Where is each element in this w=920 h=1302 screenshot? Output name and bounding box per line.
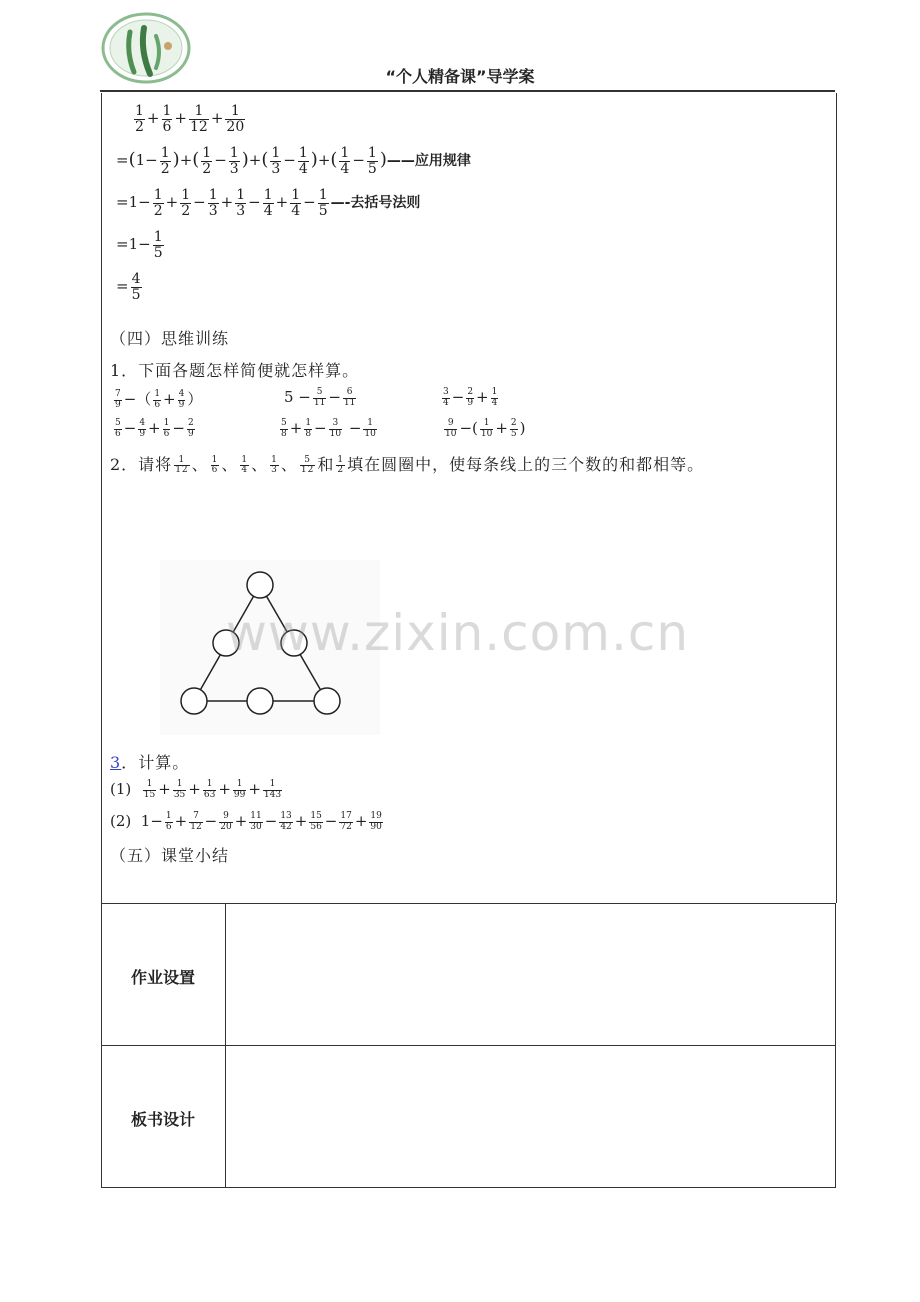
derivation-line-3: =1− $\frac{1}{2}$ + $\frac{1}{2}$ − $\frac{1}{3}$ + $\frac{1}{3}$ − $\frac{1}{4}$ + $\frac{1}{4}$ − $\frac{1}{5}$ —-去括号法则 xyxy=(116,187,421,219)
derivation-line-2: =(1− $\frac{1}{2}$ )+( $\frac{1}{2}$ − $\frac{1}{3}$ )+( $\frac{1}{3}$ − $\frac{1}{4}$ )+( $\frac{1}{4}$ − $\frac{1}{5}$ )——应用规律 xyxy=(116,145,471,177)
q3-label: ．计算。 xyxy=(121,753,190,772)
q3-number-link[interactable]: 3 xyxy=(110,753,122,772)
page-title: “个人精备课”导学案 xyxy=(385,67,535,86)
homework-content[interactable] xyxy=(226,904,834,1045)
question-3-line xyxy=(110,750,189,773)
q1-expr-1: $\frac{7}{9}$ −（ $\frac{1}{6}$ + $\frac{4}{9}$ ） xyxy=(115,389,203,410)
q3-part-1: (1) $\frac{1}{15}$ + $\frac{1}{35}$ + $\frac{1}{63}$ + $\frac{1}{99}$ + $\frac{1}{143}$ xyxy=(110,779,282,800)
note-apply-rule: ——应用规律 xyxy=(386,153,471,170)
q1-expr-6: $\frac{9}{10}$ −( $\frac{1}{10}$ + $\frac{2}{5}$ ) xyxy=(445,418,526,439)
derivation-line-4: =1− $\frac{1}{5}$ xyxy=(116,229,163,261)
circle-top xyxy=(247,572,273,598)
header-rule xyxy=(100,90,835,92)
derivation-line-1: $\frac{1}{2}$ + $\frac{1}{6}$ + $\frac{1}{12}$ + $\frac{1}{20}$ xyxy=(135,103,245,135)
q1-expr-3: $\frac{3}{4}$ − $\frac{2}{9}$ + $\frac{1}{4}$ xyxy=(443,387,498,408)
q2-suffix: 填在圆圈中，使每条线上的三个数的和都相等。 xyxy=(347,455,705,474)
derivation-line-5: = $\frac{4}{5}$ xyxy=(116,271,141,303)
section-4-title: （四）思维训练 xyxy=(110,329,230,348)
q1-expr-5: $\frac{5}{8}$ + $\frac{1}{8}$ − $\frac{3}{10}$ − $\frac{1}{10}$ xyxy=(281,418,376,439)
board-design-label: 板书设计 xyxy=(130,1110,195,1129)
q1-expr-4: $\frac{5}{6}$ − $\frac{4}{9}$ + $\frac{1}{6}$ − $\frac{2}{9}$ xyxy=(115,418,194,439)
note-bracket-rule: —-去括号法则 xyxy=(330,195,421,212)
circle-bottom-right xyxy=(314,688,340,714)
q3-part-2-label: (2) xyxy=(110,812,132,830)
q3-part-1-label: (1) xyxy=(110,780,132,798)
q3-part-2: (2) 1− $\frac{1}{6}$ + $\frac{7}{12}$ − $\frac{9}{20}$ + $\frac{11}{30}$ − $\frac{13}{42}$ + $\frac{15}{56}$ − $\frac{17}{72}$ + $\frac{19}{90}$ xyxy=(110,811,382,832)
section-5-title: （五）课堂小结 xyxy=(110,846,230,865)
circle-bottom-mid xyxy=(247,688,273,714)
q2-prefix: 2．请将 xyxy=(110,455,173,474)
board-design-content[interactable] xyxy=(226,1046,834,1186)
question-1-label: 1．下面各题怎样简便就怎样算。 xyxy=(110,361,360,380)
watermark: www.zixin.com.cn xyxy=(226,604,690,662)
question-2-line: 2．请将 $\frac{1}{12}$ 、 $\frac{1}{6}$ 、 $\frac{1}{4}$ 、 $\frac{1}{3}$ 、 $\frac{5}{12}$ 和 $\frac{1}{2}$ 填在圆圈中，使每条线上的三个数的和都相等。 xyxy=(110,454,705,475)
q1-expr-2: 5 − $\frac{5}{11}$ − $\frac{6}{11}$ xyxy=(284,387,356,408)
circle-bottom-left xyxy=(181,688,207,714)
homework-label: 作业设置 xyxy=(130,968,195,987)
